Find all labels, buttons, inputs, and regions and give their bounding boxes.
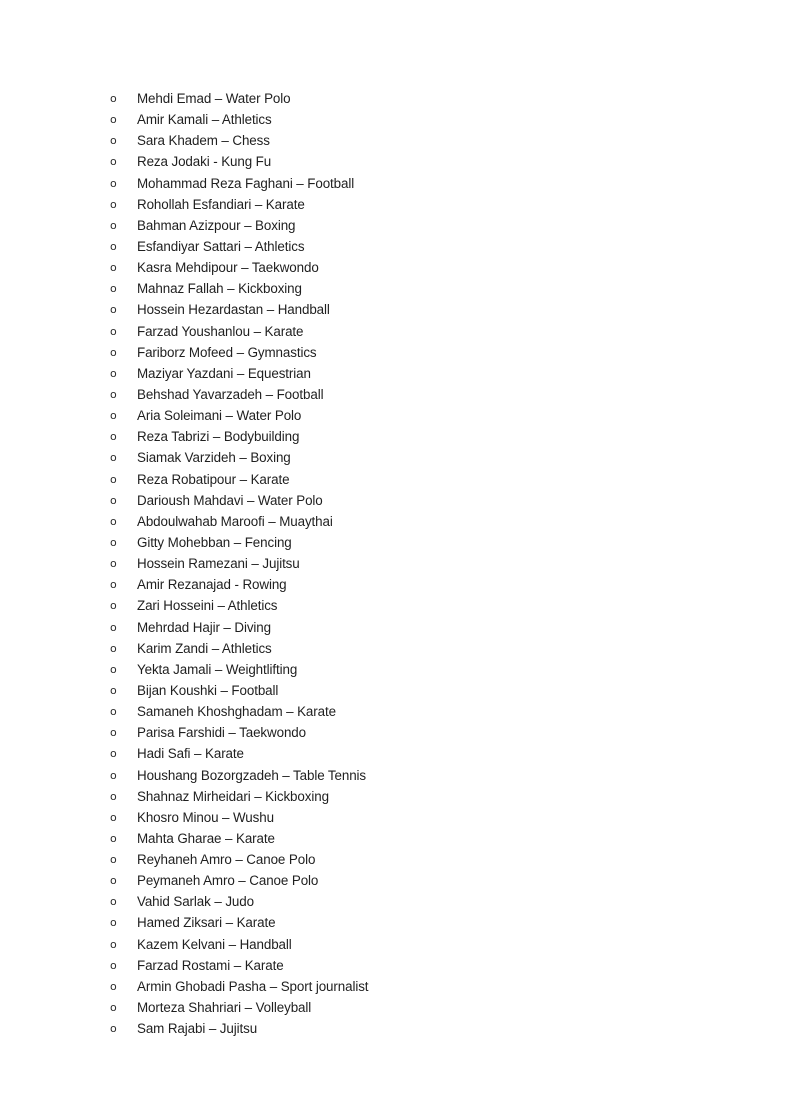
hollow-circle-bullet-icon: o (110, 92, 117, 105)
list-item (110, 321, 368, 342)
list-item-text: Maziyar Yazdani – Equestrian (137, 365, 311, 381)
hollow-circle-bullet-icon: o (110, 366, 117, 380)
hollow-circle-bullet-icon: o (110, 155, 117, 169)
hollow-circle-bullet-icon: o (110, 113, 117, 127)
hollow-circle-bullet-icon: o (110, 387, 117, 401)
hollow-circle-bullet-icon: o (110, 134, 117, 148)
list-item-text: Hadi Safi – Karate (137, 746, 244, 762)
hollow-circle-bullet-icon: o (110, 451, 117, 465)
hollow-circle-bullet-icon: o (110, 768, 117, 782)
hollow-circle-bullet-icon: o (110, 958, 117, 972)
list-item-text: Reza Tabrizi – Bodybuilding (137, 429, 300, 445)
list-item-text: Siamak Varzideh – Boxing (137, 450, 291, 466)
list-item (110, 1018, 368, 1039)
list-item (110, 469, 368, 490)
list-item (110, 955, 368, 976)
list-item-text: Karim Zandi – Athletics (137, 640, 272, 656)
list-item (110, 659, 368, 680)
list-item-text: Shahnaz Mirheidari – Kickboxing (137, 788, 329, 804)
list-item-text: Kasra Mehdipour – Taekwondo (137, 260, 319, 276)
list-item-text: Sam Rajabi – Jujitsu (137, 1021, 258, 1037)
hollow-circle-bullet-icon: o (110, 409, 117, 423)
list-item (110, 912, 368, 933)
hollow-circle-bullet-icon: o (110, 239, 117, 253)
list-item-text: Rohollah Esfandiari – Karate (137, 196, 305, 212)
list-item-text: Armin Ghobadi Pasha – Sport journalist (137, 978, 369, 994)
list-item-text: Amir Kamali – Athletics (137, 112, 272, 128)
list-item-text: Reza Jodaki - Kung Fu (137, 154, 272, 170)
list-item-text: Parisa Farshidi – Taekwondo (137, 725, 306, 741)
hollow-circle-bullet-icon: o (110, 557, 117, 571)
list-item (110, 891, 368, 912)
list-item (110, 638, 368, 659)
list-item (110, 680, 368, 701)
hollow-circle-bullet-icon: o (110, 937, 117, 951)
hollow-circle-bullet-icon: o (110, 662, 117, 676)
list-item (110, 849, 368, 870)
list-item-text: Zari Hosseini – Athletics (137, 598, 278, 614)
hollow-circle-bullet-icon: o (110, 916, 117, 930)
hollow-circle-bullet-icon: o (110, 197, 117, 211)
list-item-text: Samaneh Khoshghadam – Karate (137, 704, 336, 720)
list-item-text: Houshang Bozorgzadeh – Table Tennis (137, 767, 367, 783)
list-item (110, 870, 368, 891)
list-item-text: Hossein Hezardastan – Handball (137, 302, 330, 318)
list-item-text: Fariborz Mofeed – Gymnastics (137, 344, 317, 360)
list-item (110, 765, 368, 786)
list-item (110, 109, 368, 130)
list-item-text: Mahnaz Fallah – Kickboxing (137, 281, 302, 297)
list-item-text: Bijan Koushki – Football (137, 682, 279, 698)
hollow-circle-bullet-icon: o (110, 726, 117, 740)
hollow-circle-bullet-icon: o (110, 261, 117, 275)
list-item (110, 342, 368, 363)
list-item (110, 532, 368, 553)
list-item (110, 236, 368, 257)
list-item-text: Vahid Sarlak – Judo (137, 894, 254, 910)
hollow-circle-bullet-icon: o (110, 705, 117, 719)
list-item (110, 595, 368, 616)
list-item (110, 490, 368, 511)
list-item-text: Mahta Gharae – Karate (137, 830, 275, 846)
list-item (110, 447, 368, 468)
hollow-circle-bullet-icon: o (110, 641, 117, 655)
hollow-circle-bullet-icon: o (110, 747, 117, 761)
list-item (110, 194, 368, 215)
list-item-text: Morteza Shahriari – Volleyball (137, 1000, 312, 1016)
list-item-text: Farzad Rostami – Karate (137, 957, 284, 973)
list-item-text: Gitty Mohebban – Fencing (137, 534, 292, 550)
list-item (110, 405, 368, 426)
list-item-text: Reyhaneh Amro – Canoe Polo (137, 852, 316, 868)
hollow-circle-bullet-icon: o (110, 430, 117, 444)
athlete-list (110, 88, 368, 1039)
list-item (110, 722, 368, 743)
list-item (110, 215, 368, 236)
hollow-circle-bullet-icon: o (110, 683, 117, 697)
list-item (110, 786, 368, 807)
list-item-text: Aria Soleimani – Water Polo (137, 408, 302, 424)
list-item (110, 278, 368, 299)
list-item-text: Yekta Jamali – Weightlifting (137, 661, 298, 677)
list-item (110, 426, 368, 447)
list-item (110, 363, 368, 384)
hollow-circle-bullet-icon: o (110, 895, 117, 909)
list-item (110, 553, 368, 574)
hollow-circle-bullet-icon: o (110, 303, 117, 317)
hollow-circle-bullet-icon: o (110, 535, 117, 549)
list-item-text: Mehdi Emad – Water Polo (137, 91, 291, 106)
hollow-circle-bullet-icon: o (110, 599, 117, 613)
list-item-text: Amir Rezanajad - Rowing (137, 577, 287, 593)
list-item-text: Bahman Azizpour – Boxing (137, 217, 296, 233)
list-item (110, 384, 368, 405)
list-item-text: Mehrdad Hajir – Diving (137, 619, 271, 635)
list-item-text: Farzad Youshanlou – Karate (137, 323, 304, 339)
hollow-circle-bullet-icon: o (110, 324, 117, 338)
hollow-circle-bullet-icon: o (110, 853, 117, 867)
hollow-circle-bullet-icon: o (110, 493, 117, 507)
list-item (110, 151, 368, 172)
list-item (110, 617, 368, 638)
list-item-text: Behshad Yavarzadeh – Football (137, 386, 324, 402)
list-item (110, 934, 368, 955)
hollow-circle-bullet-icon: o (110, 979, 117, 993)
list-item (110, 88, 368, 109)
hollow-circle-bullet-icon: o (110, 620, 117, 634)
list-item (110, 743, 368, 764)
hollow-circle-bullet-icon: o (110, 578, 117, 592)
hollow-circle-bullet-icon: o (110, 345, 117, 359)
list-item-text: Darioush Mahdavi – Water Polo (137, 492, 323, 508)
hollow-circle-bullet-icon: o (110, 514, 117, 528)
list-item-text: Mohammad Reza Faghani – Football (137, 175, 355, 191)
hollow-circle-bullet-icon: o (110, 176, 117, 190)
hollow-circle-bullet-icon: o (110, 1022, 117, 1036)
list-item-text: Hossein Ramezani – Jujitsu (137, 556, 300, 572)
list-item (110, 130, 368, 151)
hollow-circle-bullet-icon: o (110, 874, 117, 888)
list-item-text: Kazem Kelvani – Handball (137, 936, 292, 952)
hollow-circle-bullet-icon: o (110, 789, 117, 803)
list-item (110, 997, 368, 1018)
list-item (110, 976, 368, 997)
list-item-text: Hamed Ziksari – Karate (137, 915, 276, 931)
list-item-text: Abdoulwahab Maroofi – Muaythai (137, 513, 333, 529)
list-item (110, 173, 368, 194)
hollow-circle-bullet-icon: o (110, 1001, 117, 1015)
list-item (110, 828, 368, 849)
list-item-text: Reza Robatipour – Karate (137, 471, 290, 487)
list-item (110, 574, 368, 595)
list-item (110, 701, 368, 722)
list-item (110, 511, 368, 532)
hollow-circle-bullet-icon: o (110, 831, 117, 845)
list-item (110, 807, 368, 828)
list-item-text: Peymaneh Amro – Canoe Polo (137, 873, 319, 889)
list-item-text: Esfandiyar Sattari – Athletics (137, 238, 305, 254)
hollow-circle-bullet-icon: o (110, 218, 117, 232)
list-item (110, 299, 368, 320)
hollow-circle-bullet-icon: o (110, 282, 117, 296)
list-item-text: Sara Khadem – Chess (137, 133, 270, 149)
list-item (110, 257, 368, 278)
hollow-circle-bullet-icon: o (110, 810, 117, 824)
list-item-text: Khosro Minou – Wushu (137, 809, 274, 825)
hollow-circle-bullet-icon: o (110, 472, 117, 486)
